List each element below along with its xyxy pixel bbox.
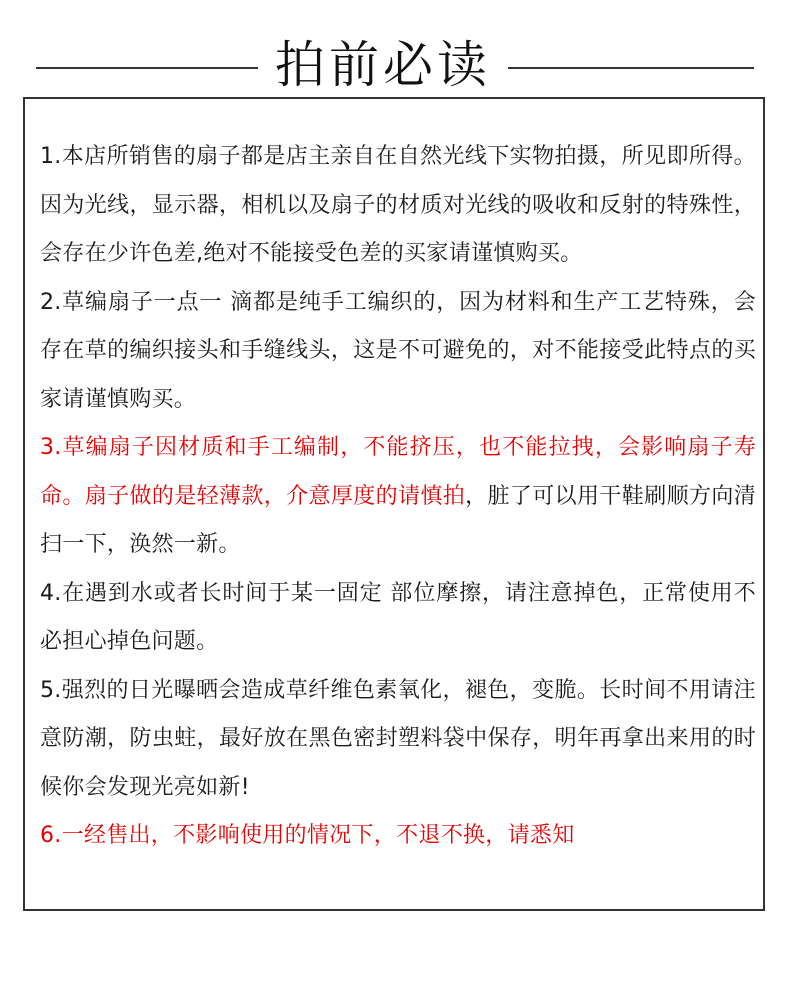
- note-3-warning: 3.草编扇子因材质和手工编制，不能挤压，也不能拉拽，会影响扇子寿命。扇子做的是轻薄款，介意厚度的请慎拍: [40, 435, 756, 509]
- notice-box: [23, 97, 765, 911]
- notice-content: [40, 133, 756, 861]
- note-3-tip: ，脏了可以用干鞋刷顺方向清扫一下，涣然一新。: [40, 483, 756, 557]
- note-2: 2.草编扇子一点一 滴都是纯手工编织的，因为材料和生产工艺特殊，会存在草的编织接头和手缝线头，这是不可避免的，对不能接受此特点的买家请谨慎购买。: [40, 289, 756, 412]
- title-rule-right: [508, 67, 754, 69]
- note-1: 1.本店所销售的扇子都是店主亲自在自然光线下实物拍摄，所见即所得。因为光线，显示器，相机以及扇子的材质对光线的吸收和反射的特殊性，会存在少许色差,绝对不能接受色差的买家请谨慎购买。: [40, 144, 756, 266]
- note-6: 6.一经售出，不影响使用的情况下，不退不换，请悉知: [40, 823, 575, 848]
- note-3: [40, 424, 756, 570]
- page-title: 拍前必读: [275, 36, 491, 94]
- title-rule-left: [36, 67, 258, 69]
- note-5: 5.强烈的日光曝晒会造成草纤维色素氧化，褪色，变脆。长时间不用请注意防潮，防虫蛀，最好放在黑色密封塑料袋中保存，明年再拿出来用的时候你会发现光亮如新!: [40, 677, 756, 800]
- note-4: 4.在遇到水或者长时间于某一固定 部位摩擦，请注意掉色，正常使用不必担心掉色问题。: [40, 580, 756, 654]
